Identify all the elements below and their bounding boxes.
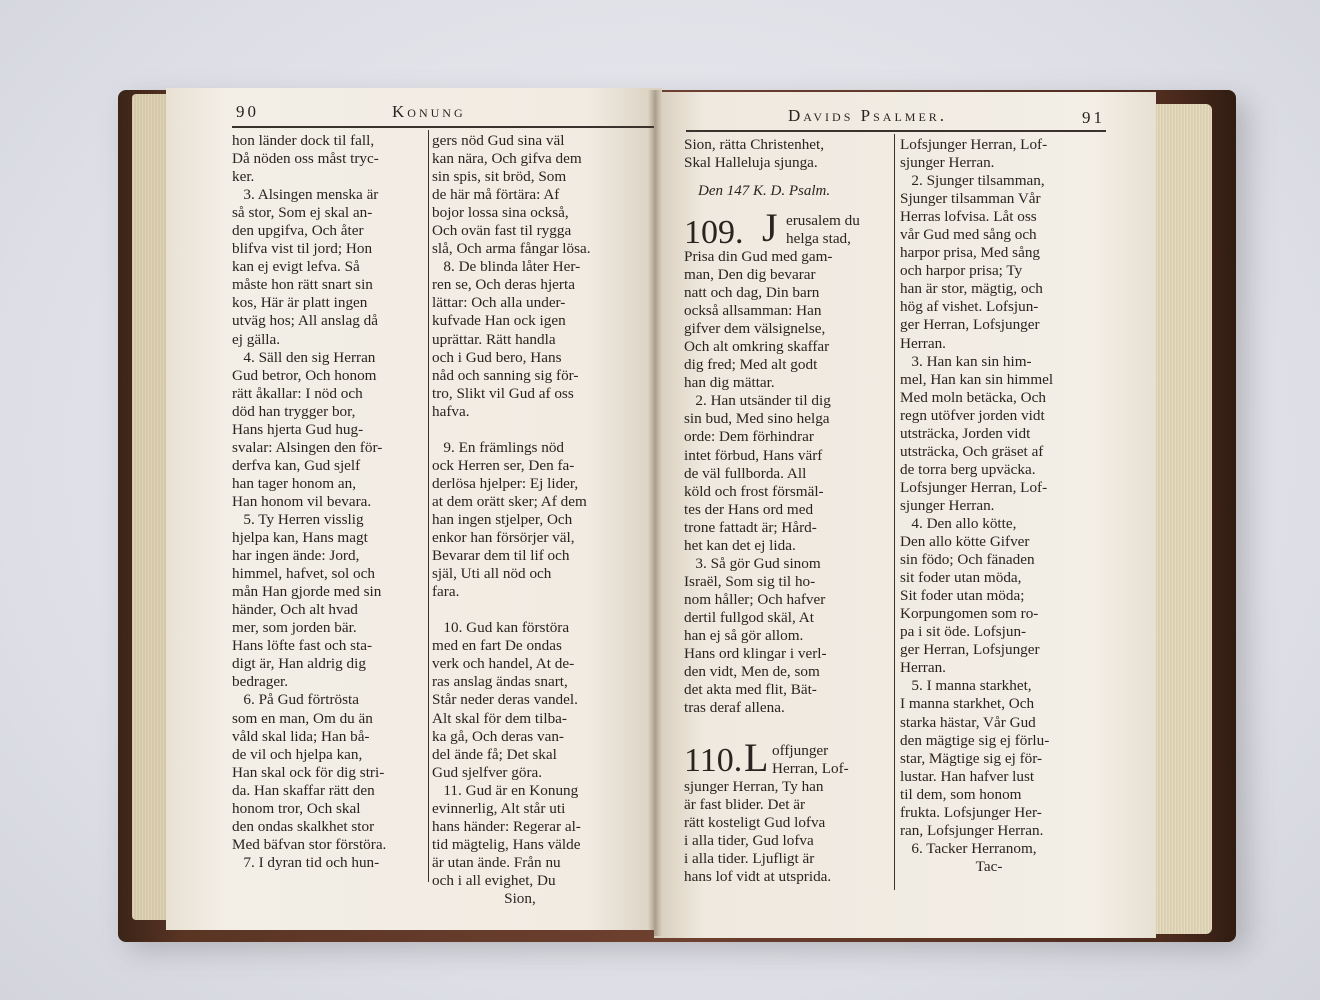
text-line: digt är, Han aldrig dig: [232, 655, 366, 673]
text-line: 11. Gud är en Konung: [432, 781, 579, 799]
text-line: rätt åkallar: I nöd och: [232, 384, 363, 402]
text-line: de här må förtära: Af: [432, 186, 560, 204]
psalm-110-first-lines: [772, 742, 890, 778]
text-line: pa i sit öde. Lofsjun-: [900, 623, 1027, 641]
text-line: Sit foder utan möda;: [900, 587, 1025, 605]
text-line: Tac-: [900, 857, 1003, 875]
text-line: trone fattadt är; Hård-: [684, 518, 817, 536]
text-line: da. Han skaffar rätt den: [232, 781, 375, 799]
column-rule-right: [894, 134, 895, 890]
text-line: Herran, Lof-: [772, 760, 849, 778]
text-line: hon länder dock til fall,: [232, 132, 375, 149]
text-line: har ingen ände: Jord,: [232, 547, 360, 565]
text-line: är utan ände. Från nu: [432, 853, 561, 871]
text-line: rätt kosteligt Gud lofva: [684, 814, 826, 832]
text-line: Prisa din Gud med gam-: [684, 248, 833, 265]
text-line: man, Den dig bevarar: [684, 266, 816, 284]
text-line: sjunger Herran, Ty han: [684, 778, 824, 795]
psalm-110-text: [684, 778, 890, 886]
text-line: del ände få; Det skal: [432, 745, 557, 763]
psalm-heading: Den 147 K. D. Psalm.: [698, 183, 831, 199]
page-number-left: 90: [236, 102, 259, 121]
text-line: sin spis, sit bröd, Som: [432, 168, 567, 186]
text-line: kos, Här är platt ingen: [232, 294, 368, 312]
text-line: Då nöden oss måst tryc-: [232, 150, 379, 168]
text-line: Den allo kötte Gifver: [900, 533, 1030, 551]
text-line: dig fred; Med alt godt: [684, 356, 818, 374]
text-line: gers nöd Gud sina väl: [432, 132, 565, 149]
text-line: Hans hjerta Gud hug-: [232, 420, 364, 438]
page-edges-left: [132, 94, 170, 920]
text-line: svalar: Alsingen den för-: [232, 438, 383, 456]
text-line: 10. Gud kan förstöra: [432, 619, 570, 637]
left-page: [166, 88, 662, 930]
text-line: honom tror, Och skal: [232, 799, 361, 817]
text-line: mån Han gjorde med sin: [232, 583, 382, 601]
text-line: 5. I manna starkhet,: [900, 677, 1032, 695]
psalm-109-first-lines: [786, 212, 890, 248]
text-line: 2. Han utsänder til dig: [684, 392, 831, 410]
text-line: Herran.: [900, 334, 946, 352]
text-line: verk och handel, At de-: [432, 655, 575, 673]
psalm-110-number: 110.: [684, 742, 743, 779]
text-line: blifva vist til jord; Hon: [232, 240, 373, 258]
text-line: bedrager.: [232, 673, 289, 691]
text-line: frukta. Lofsjunger Her-: [900, 803, 1042, 821]
text-line: uprättar. Rätt handla: [432, 330, 556, 348]
text-line: kan ej evigt lefva. Så: [232, 258, 360, 276]
text-line: 9. En främlings nöd: [432, 438, 565, 456]
text-line: han ingen stjelper, Och: [432, 510, 573, 528]
text-line: det akta med flit, Bät-: [684, 681, 817, 699]
page-edges-right: [1150, 104, 1212, 934]
running-head-left: Konung: [392, 102, 466, 121]
text-line: Lofsjunger Herran, Lof-: [900, 136, 1048, 153]
text-line: lustar. Han hafver lust: [900, 767, 1035, 785]
psalm-109-number: 109.: [684, 214, 744, 251]
text-line: och i Gud bero, Hans: [432, 348, 562, 366]
text-line: ger Herran, Lofsjunger: [900, 316, 1040, 334]
psalm-109-text: [684, 248, 890, 717]
text-line: derlösa hjelper: Ej lider,: [432, 474, 579, 492]
text-line: starka hästar, Vår Gud: [900, 713, 1036, 731]
text-line: offjunger: [772, 742, 829, 759]
text-line: derfva kan, Gud sjelf: [232, 456, 361, 474]
text-line: hans händer: Regerar al-: [432, 817, 581, 835]
running-head-right: Davids Psalmer.: [788, 106, 948, 125]
text-line: Skal Halleluja sjunga.: [684, 154, 818, 172]
text-line: erusalem du: [786, 212, 860, 229]
text-line: hög af vishet. Lofsjun-: [900, 298, 1039, 316]
text-line: de väl fullborda. All: [684, 464, 807, 482]
psalm-110-dropcap: L: [744, 735, 769, 780]
text-line: ej gälla.: [232, 330, 281, 348]
left-column-1: [232, 132, 424, 872]
text-line: måste hon rätt snart sin: [232, 276, 373, 294]
text-line: at dem orätt sker; Af dem: [432, 492, 587, 510]
text-line: nom håller; Och hafver: [684, 590, 826, 608]
text-line: den mägtige sig ej förlu-: [900, 731, 1050, 749]
page-number-right: 91: [1082, 108, 1105, 127]
text-line: ran, Lofsjunger Herran.: [900, 821, 1044, 839]
text-line: regn utöfver jorden vidt: [900, 406, 1045, 424]
text-line: 2. Sjunger tilsamman,: [900, 172, 1045, 190]
book-gutter: [648, 90, 662, 936]
text-line: fara.: [432, 583, 460, 601]
text-line: han ej så gör allom.: [684, 626, 804, 644]
text-line: tras deraf allena.: [684, 699, 785, 717]
text-line: Med bäfvan stor förstöra.: [232, 835, 387, 853]
text-line: kufvade Han ock igen: [432, 312, 566, 330]
text-line: som en man, Om du än: [232, 709, 373, 727]
text-line: lättar: Och alla under-: [432, 294, 566, 312]
text-line: han dig mättar.: [684, 374, 775, 392]
text-line: tro, Slikt vil Gud af oss: [432, 384, 574, 402]
text-line: enkor han försörjer väl,: [432, 529, 575, 547]
text-line: den upgifva, Och åter: [232, 222, 364, 240]
text-line: 5. Ty Herren visslig: [232, 510, 364, 528]
text-line: Hans löfte fast och sta-: [232, 637, 373, 655]
text-line: tid mägtelig, Hans välde: [432, 835, 581, 853]
text-line: 7. I dyran tid och hun-: [232, 853, 380, 871]
text-line: 4. Den allo kötte,: [900, 514, 1017, 532]
text-line: sjunger Herran.: [900, 154, 995, 172]
text-line: til dem, som honom: [900, 785, 1022, 803]
text-line: harpor prisa, Med sång: [900, 244, 1041, 262]
text-line: evinnerlig, Alt står uti: [432, 799, 566, 817]
psalm-109-dropcap: J: [762, 205, 778, 250]
text-line: I manna starkhet, Och: [900, 695, 1035, 713]
text-line: han tager honom an,: [232, 474, 356, 492]
text-line: Alt skal för dem tilba-: [432, 709, 567, 727]
text-line: han är stor, mägtig, och: [900, 280, 1043, 298]
text-line: ger Herran, Lofsjunger: [900, 641, 1040, 659]
text-line: bojor lossa sina också,: [432, 204, 569, 222]
text-line: 3. Han kan sin him-: [900, 352, 1032, 370]
text-line: våld skal lida; Han bå-: [232, 727, 370, 745]
text-line: ka gå, Och deras van-: [432, 727, 564, 745]
text-line: den ondas skalkhet stor: [232, 817, 375, 835]
text-line: Står neder deras vandel.: [432, 691, 578, 709]
text-line: Herras lofvisa. Låt oss: [900, 208, 1037, 226]
text-line: intet förbud, Hans värf: [684, 446, 823, 464]
text-line: 6. På Gud förtrösta: [232, 691, 359, 709]
text-line: tes der Hans ord med: [684, 500, 814, 518]
text-line: dertil fullgod skäl, At: [684, 608, 814, 626]
text-line: utsträcka, Jorden vidt: [900, 424, 1031, 442]
text-line: Sjunger tilsamman Vår: [900, 190, 1041, 208]
text-line: de torra berg upväcka.: [900, 460, 1036, 478]
text-line: Sion, rätta Christenhet,: [684, 136, 825, 153]
text-line: [432, 601, 654, 619]
text-line: nåd och sanning sig för-: [432, 366, 579, 384]
text-line: Herran.: [900, 659, 946, 677]
text-line: kan nära, Och gifva dem: [432, 150, 582, 168]
text-line: 4. Säll den sig Herran: [232, 348, 376, 366]
text-line: Han skal ock för dig stri-: [232, 763, 385, 781]
text-line: gifver dem välsignelse,: [684, 320, 826, 338]
text-line: orde: Dem förhindrar: [684, 428, 814, 446]
text-line: sin bud, Med sino helga: [684, 410, 830, 428]
text-line: Han honom vil bevara.: [232, 492, 372, 510]
text-line: het kan det ej lida.: [684, 536, 796, 554]
text-line: ock Herren ser, Den fa-: [432, 456, 575, 474]
text-line: Korpungomen som ro-: [900, 605, 1039, 623]
text-line: hans lof vidt at utsprida.: [684, 868, 832, 886]
text-line: slå, Och arma fångar lösa.: [432, 240, 591, 258]
text-line: himmel, hafvet, sol och: [232, 565, 375, 583]
text-line: ras anslag ändas snart,: [432, 673, 568, 691]
column-rule-left: [428, 130, 429, 882]
text-line: är fast blider. Det är: [684, 796, 806, 814]
text-line: ren se, Och deras hjerta: [432, 276, 575, 294]
text-line: sin födo; Och fänaden: [900, 551, 1035, 569]
text-line: 8. De blinda låter Her-: [432, 258, 581, 276]
text-line: så stor, Som ej skal an-: [232, 204, 373, 222]
text-line: Bevarar dem til lif och: [432, 547, 570, 565]
right-column-2: [900, 136, 1106, 876]
text-line: också allsamman: Han: [684, 302, 822, 320]
text-line: och harpor prisa; Ty: [900, 262, 1023, 280]
text-line: död han trygger bor,: [232, 402, 356, 420]
text-line: ker.: [232, 168, 255, 186]
text-line: natt och dag, Din barn: [684, 284, 820, 302]
text-line: Och alt omkring skaffar: [684, 338, 830, 356]
text-line: 3. Så gör Gud sinom: [684, 554, 821, 572]
text-line: Sion,: [432, 889, 536, 907]
right-column-1-top: [684, 136, 890, 172]
text-line: utsträcka, Och gräset af: [900, 442, 1044, 460]
right-page: [654, 92, 1156, 938]
text-line: 3. Alsingen menska är: [232, 186, 379, 204]
text-line: sjunger Herran.: [900, 496, 995, 514]
text-line: vår Gud med sång och: [900, 226, 1037, 244]
text-line: och i all evighet, Du: [432, 871, 556, 889]
text-line: händer, Och alt hvad: [232, 601, 358, 619]
text-line: hjelpa kan, Hans magt: [232, 529, 368, 547]
text-line: Israël, Som sig til ho-: [684, 572, 816, 590]
text-line: med en fart De ondas: [432, 637, 562, 655]
text-line: helga stad,: [786, 230, 851, 248]
text-line: i alla tider. Ljufligt är: [684, 850, 815, 868]
text-line: köld och frost försmäl-: [684, 482, 824, 500]
text-line: Gud betror, Och honom: [232, 366, 377, 384]
text-line: Gud sjelfver göra.: [432, 763, 543, 781]
text-line: [432, 421, 654, 439]
left-column-2: [432, 132, 654, 908]
text-line: Lofsjunger Herran, Lof-: [900, 478, 1048, 496]
text-line: utväg hos; All anslag då: [232, 312, 378, 330]
text-line: Med moln betäcka, Och: [900, 388, 1046, 406]
text-line: den vidt, Men de, som: [684, 663, 820, 681]
text-line: i alla tider, Gud lofva: [684, 832, 814, 850]
text-line: sit foder utan möda,: [900, 569, 1022, 587]
text-line: Och ovän fast til rygga: [432, 222, 572, 240]
text-line: star, Mägtige sig ej för-: [900, 749, 1043, 767]
text-line: de vil och hjelpa kan,: [232, 745, 363, 763]
header-rule-left: [232, 126, 658, 128]
text-line: hafva.: [432, 402, 470, 420]
text-line: mel, Han kan sin himmel: [900, 370, 1054, 388]
text-line: Hans ord klingar i verl-: [684, 645, 827, 663]
text-line: 6. Tacker Herranom,: [900, 839, 1037, 857]
text-line: själ, Uti all nöd och: [432, 565, 552, 583]
text-line: mer, som jorden bär.: [232, 619, 357, 637]
header-rule-right: [686, 130, 1106, 132]
